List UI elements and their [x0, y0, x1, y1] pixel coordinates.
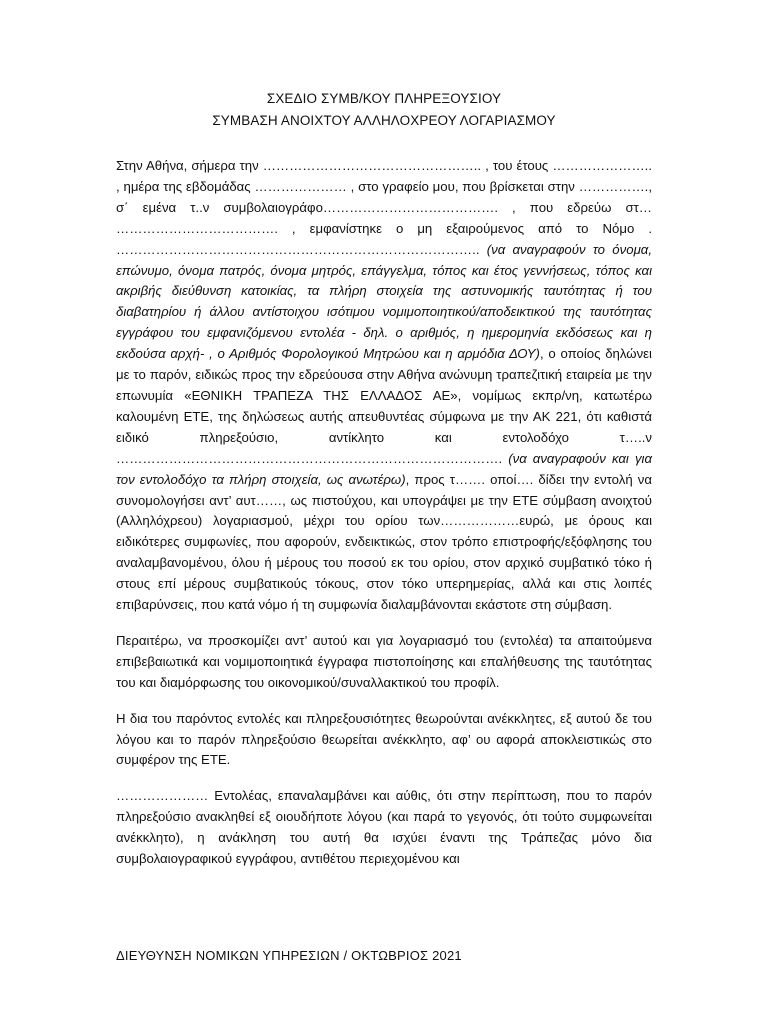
paragraph-4: ………………… Εντολέας, επαναλαμβάνει και αύθις, ότι στην περίπτωση, που το παρόν πληρεξούσιο ανακληθεί εξ οιουδήποτε λόγου (και παρά το γεγονός, ότι τούτο συμφωνείται ανέκκλητο), η ανάκληση του αυτή θα ισχύει έναντι της Τράπεζας μόνο δια συμβολαιογραφικού εγγράφου, αντιθέτου περιεχομένου και [116, 788, 652, 867]
paragraph-1 [116, 156, 652, 616]
document-title-block [0, 88, 768, 132]
page-footer: ΔΙΕΥΘΥΝΣΗ ΝΟΜΙΚΩΝ ΥΠΗΡΕΣΙΩΝ / ΟΚΤΩΒΡΙΟΣ 2021 [116, 948, 462, 963]
paragraph-1-note-agent: (να αναγραφούν και για τον εντολοδόχο τα πλήρη στοιχεία, ως ανωτέρω) [116, 450, 653, 487]
document-title: ΣΧΕΔΙΟ ΣΥΜΒ/ΚΟΥ ΠΛΗΡΕΞΟΥΣΙΟΥ [266, 91, 502, 106]
paragraph-2: Περαιτέρω, να προσκομίζει αντ’ αυτού και για λογαριασμό του (εντολέα) τα απαιτούμενα επιβεβαιωτικά και νομιμοποιητικά έγγραφα πιστοποίησης και επαλήθευσης της ταυτότητας του και διαμόρφωσης του οικονομικού/συναλλακτικού του προφίλ. [116, 632, 652, 690]
document-body [116, 156, 652, 885]
document-subtitle: ΣΥΜΒΑΣΗ ΑΝΟΙΧΤΟΥ ΑΛΛΗΛΟΧΡΕΟΥ ΛΟΓΑΡΙΑΣΜΟΥ [212, 113, 556, 128]
paragraph-1-part-b: , ο οποίος δηλώνει με το παρόν, ειδικώς προς την εδρεύουσα στην Αθήνα ανώνυμη τραπεζιτική εταιρεία με την επωνυμία «ΕΘΝΙΚΗ ΤΡΑΠΕΖΑ ΤΗΣ ΕΛΛΑΔΟΣ ΑΕ», νομίμως εκπρ/νη, κατωτέρω καλουμένη ΕΤΕ, της δηλώσεως αυτής απευθυντέας σύμφωνα με την ΑΚ 221, ότι καθιστά ειδικό πληρεξούσιο, αντίκλητο και εντολοδόχο τ…..ν ……………………………………………………………………………. [116, 346, 652, 466]
paragraph-1-part-c: , προς τ……. οποί…. δίδει την εντολή να συνομολογήσει αντ’ αυτ……, ως πιστούχου, και υπογράψει με την ΕΤΕ σύμβαση ανοιχτού (Αλληλόχρεου) λογαριασμού, μέχρι του ορίου των………………ευρώ, με όρους και ειδικότερες συμφωνίες, που αφορούν, ενδεικτικώς, στον τρόπο επιστροφής/εξόφλησης του αναλαμβανομένου, όλου ή μέρους του ποσού εκ του ορίου, στον αρχικό συμβατικό τόκο ή στους επί μέρους συμβατικούς τόκους, στον τόκο υπερημερίας, αλλά και στις λοιπές επιβαρύνσεις, που κατά νόμο ή τη συμφωνία διαλαμβάνονται εκάστοτε στη σύμβαση. [116, 471, 652, 613]
paragraph-3: Η δια του παρόντος εντολές και πληρεξουσιότητες θεωρούνται ανέκκλητες, εξ αυτού δε του λόγου και το παρόν πληρεξούσιο θεωρείται ανέκκλητο, αφ’ ου αφορά αποκλειστικώς στο συμφέρον της ΕΤΕ. [116, 710, 652, 768]
paragraph-1-note-principal: (να αναγραφούν το όνομα, επώνυμο, όνομα πατρός, όνομα μητρός, επάγγελμα, τόπος και έτος γεννήσεως, τόπος και ακριβής διεύθυνση κατοικίας, τα πλήρη στοιχεία της αστυνομικής ταυτότητας ή του διαβατηρίου ή άλλου αντίστοιχου ισότιμου νομιμοποιητικού/αποδεικτικού της ταυτότητας εγγράφου του εμφανιζόμενου εντολέα - δηλ. ο αριθμός, η ημερομηνία εκδόσεως και η εκδούσα αρχή- , ο Αριθμός Φορολογικού Μητρώου και η αρμόδια ΔΟΥ) [116, 241, 652, 362]
paragraph-1-part-a: Στην Αθήνα, σήμερα την ………………………………………….. , του έτους ………………….. , ημέρα της εβδομάδας ………………… , στο γραφείο μου, που βρίσκεται στην ……………., σ΄ εμένα τ..ν συμβολαιογράφο…………………………………. , που εδρεύω στ… ………………………………. , εμφανίστηκε ο μη εξαιρούμενος από το Νόμο . ……………………………………………………………………….. [116, 158, 652, 257]
